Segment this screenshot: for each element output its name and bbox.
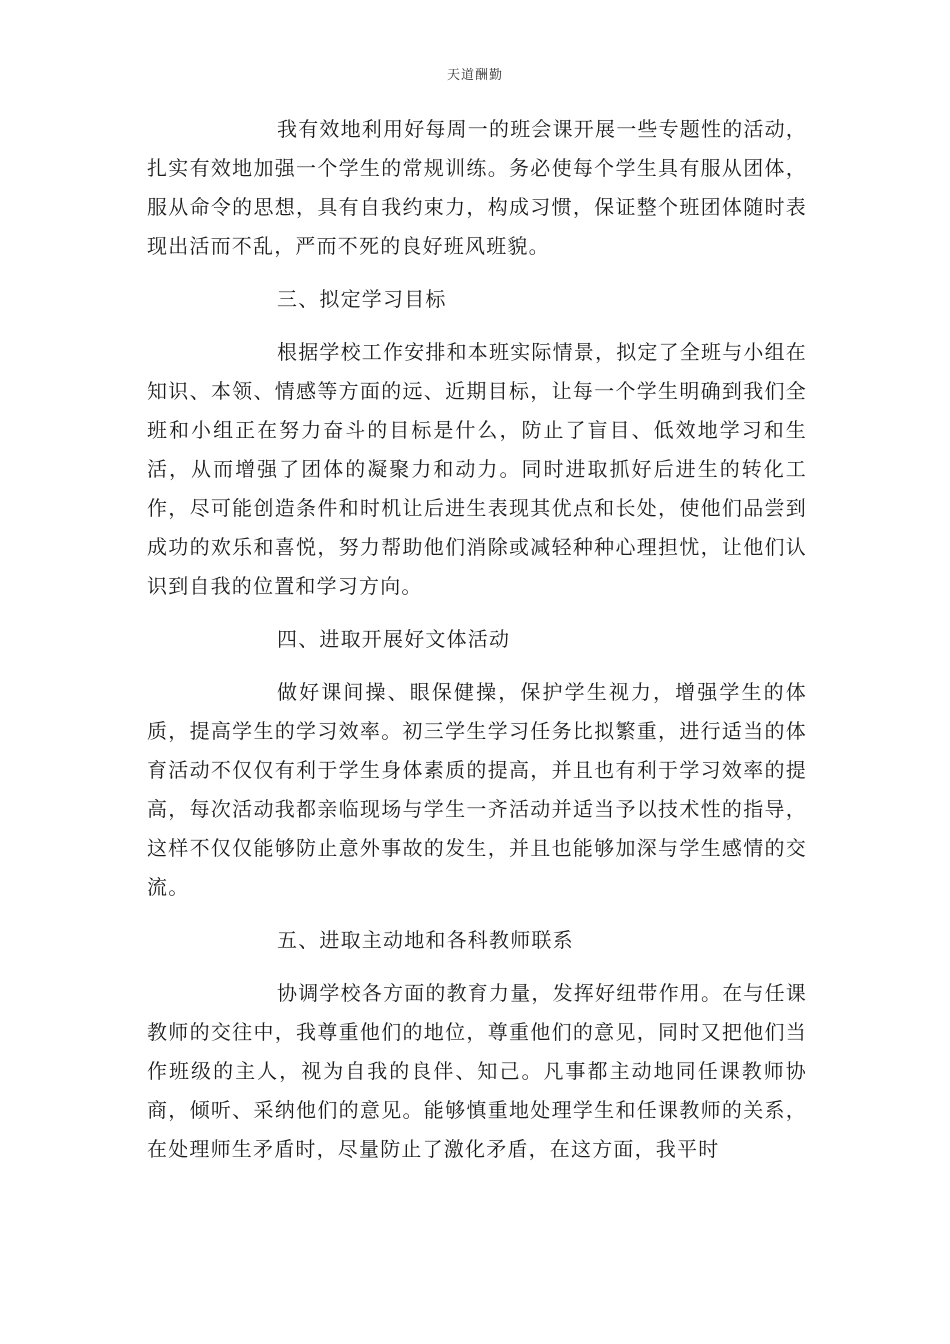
section-heading: 四、进取开展好文体活动: [277, 627, 511, 651]
document-body: [147, 110, 807, 1183]
page-header: 天道酬勤: [446, 68, 503, 83]
paragraph: 协调学校各方面的教育力量，发挥好纽带作用。在与任课教师的交往中，我尊重他们的地位，尊重他们的意见，同时又把他们当作班级的主人，视为自我的良伴、知己。凡事都主动地同任课教师协商，倾听、采纳他们的意见。能够慎重地处理学生和任课教师的关系，在处理师生矛盾时，尽量防止了激化矛盾，在这方面，我平时: [147, 981, 807, 1161]
paragraph: 根据学校工作安排和本班实际情景，拟定了全班与小组在知识、本领、情感等方面的远、近期目标，让每一个学生明确到我们全班和小组正在努力奋斗的目标是什么，防止了盲目、低效地学习和生活，从而增强了团体的凝聚力和动力。同时进取抓好后进生的转化工作，尽可能创造条件和时机让后进生表现其优点和长处，使他们品尝到成功的欢乐和喜悦，努力帮助他们消除或减轻种种心理担忧，让他们认识到自我的位置和学习方向。: [147, 340, 807, 598]
paragraph: 做好课间操、眼保健操，保护学生视力，增强学生的体质，提高学生的学习效率。初三学生学习任务比拟繁重，进行适当的体育活动不仅仅有利于学生身体素质的提高，并且也有利于学习效率的提高，每次活动我都亲临现场与学生一齐活动并适当予以技术性的指导，这样不仅仅能够防止意外事故的发生，并且也能够加深与学生感情的交流。: [147, 680, 807, 899]
paragraph: 我有效地利用好每周一的班会课开展一些专题性的活动，扎实有效地加强一个学生的常规训练。务必使每个学生具有服从团体，服从命令的思想，具有自我约束力，构成习惯，保证整个班团体随时表现出活而不乱，严而不死的良好班风班貌。: [147, 117, 807, 258]
section-heading: 三、拟定学习目标: [277, 287, 447, 311]
section-heading: 五、进取主动地和各科教师联系: [277, 928, 574, 952]
